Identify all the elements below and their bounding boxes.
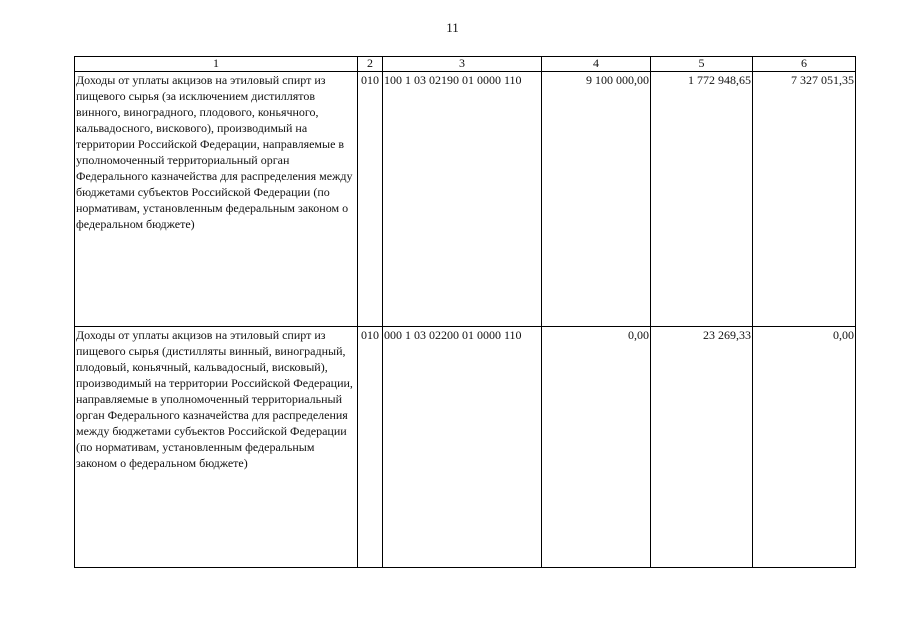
row-description: Доходы от уплаты акцизов на этиловый спирт из пищевого сырья (дистилляты винный, виноградный, плодовый, коньячный, кальвадосный, висковый), производимый на территории Российской Федерации, направляемые в уполномоченный территориальный орган Федерального казначейства для распределения между бюджетами субъектов Российской Федерации (по нормативам, установленным федеральным законом о федеральном бюджете) — [75, 327, 358, 568]
column-header-1: 1 — [75, 57, 358, 72]
budget-table — [74, 56, 856, 568]
row-value-col6: 7 327 051,35 — [753, 72, 856, 327]
table-row — [75, 327, 856, 568]
row-budget-code: 000 1 03 02200 01 0000 110 — [383, 327, 542, 568]
row-value-col4: 9 100 000,00 — [542, 72, 651, 327]
header-row — [75, 57, 856, 72]
row-budget-code: 100 1 03 02190 01 0000 110 — [383, 72, 542, 327]
row-value-col6: 0,00 — [753, 327, 856, 568]
column-header-6: 6 — [753, 57, 856, 72]
row-line-code: 010 — [358, 327, 383, 568]
page-number: 11 — [446, 20, 459, 35]
row-value-col5: 1 772 948,65 — [651, 72, 753, 327]
column-header-2: 2 — [358, 57, 383, 72]
row-value-col5: 23 269,33 — [651, 327, 753, 568]
row-line-code: 010 — [358, 72, 383, 327]
row-description: Доходы от уплаты акцизов на этиловый спирт из пищевого сырья (за исключением дистиллятов винного, виноградного, плодового, коньячного, кальвадосного, вискового), производимый на территории Российской Федерации, направляемые в уполномоченный территориальный орган Федерального казначейства для распределения между бюджетами субъектов Российской Федерации (по нормативам, установленным федеральным законом о федеральном бюджете) — [75, 72, 358, 327]
row-value-col4: 0,00 — [542, 327, 651, 568]
column-header-5: 5 — [651, 57, 753, 72]
table-row — [75, 72, 856, 327]
column-header-4: 4 — [542, 57, 651, 72]
column-header-3: 3 — [383, 57, 542, 72]
